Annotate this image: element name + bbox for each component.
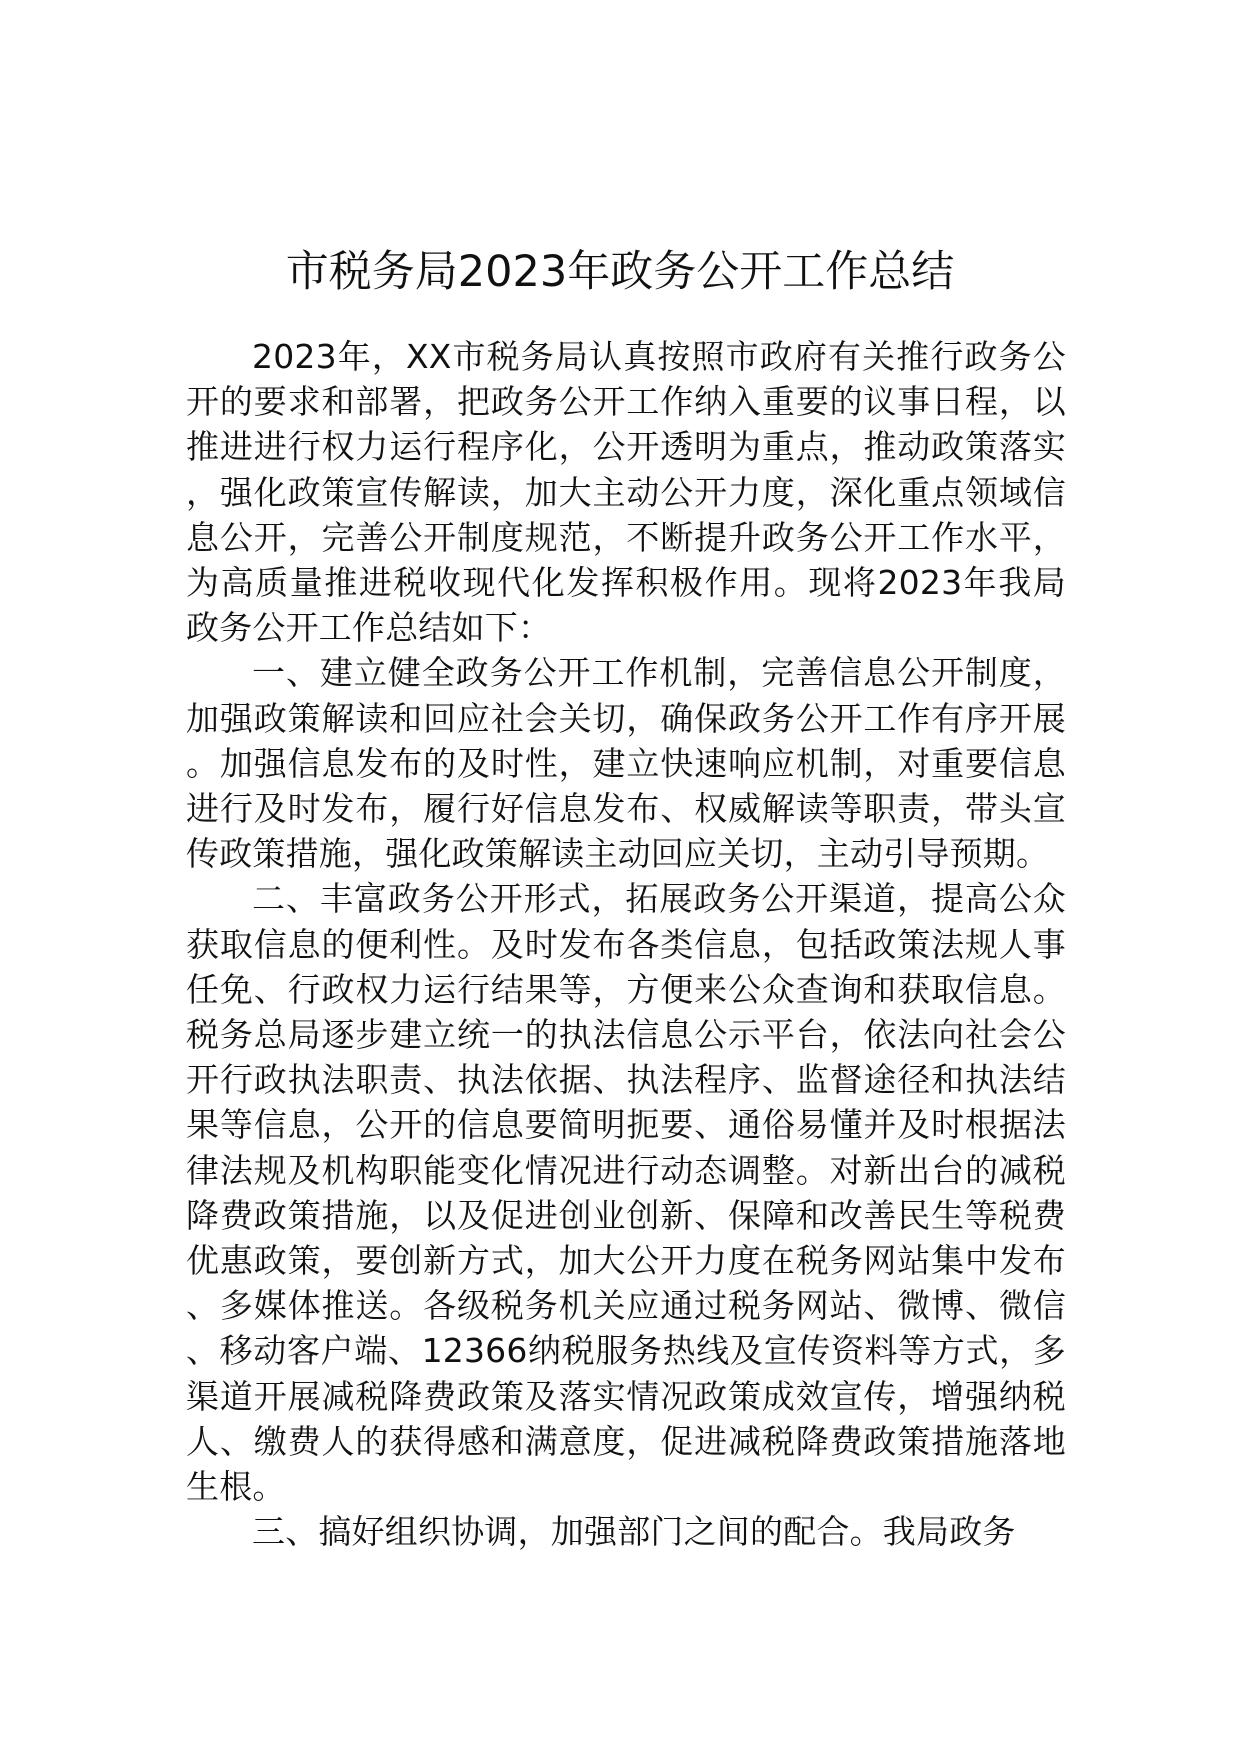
document-title: 市税务局2023年政务公开工作总结 <box>285 246 955 297</box>
document-body <box>186 334 1066 1554</box>
paragraph-section-1: 一、建立健全政务公开工作机制，完善信息公开制度，加强政策解读和回应社会关切，确保政务公开工作有序开展。加强信息发布的及时性，建立快速响应机制，对重要信息进行及时发布，履行好信息发布、权威解读等职责，带头宣传政策措施，强化政策解读主动回应关切，主动引导预期。 <box>186 653 1066 874</box>
paragraph-section-3: 三、搞好组织协调，加强部门之间的配合。我局政务 <box>252 1512 1016 1552</box>
paragraph-section-2: 二、丰富政务公开形式，拓展政务公开渠道，提高公众获取信息的便利性。及时发布各类信息，包括政策法规人事任免、行政权力运行结果等，方便来公众查询和获取信息。税务总局逐步建立统一的执法信息公示平台，依法向社会公开行政执法职责、执法依据、执法程序、监督途径和执法结果等信息，公开的信息要简明扼要、通俗易懂并及时根据法律法规及机构职能变化情况进行动态调整。对新出台的减税降费政策措施，以及促进创业创新、保障和改善民生等税费优惠政策，要创新方式，加大公开力度在税务网站集中发布、多媒体推送。各级税务机关应通过税务网站、微博、微信、移动客户端、12366纳税服务热线及宣传资料等方式，多渠道开展减税降费政策及落实情况政策成效宣传，增强纳税人、缴费人的获得感和满意度，促进减税降费政策措施落地生根。 <box>186 879 1066 1507</box>
paragraph-intro: 2023年，XX市税务局认真按照市政府有关推行政务公开的要求和部署，把政务公开工作纳入重要的议事日程，以推进进行权力运行程序化，公开透明为重点，推动政策落实，强化政策宣传解读，加大主动公开力度，深化重点领域信息公开，完善公开制度规范，不断提升政务公开工作水平，为高质量推进税收现代化发挥积极作用。现将2023年我局政务公开工作总结如下： <box>186 337 1066 648</box>
